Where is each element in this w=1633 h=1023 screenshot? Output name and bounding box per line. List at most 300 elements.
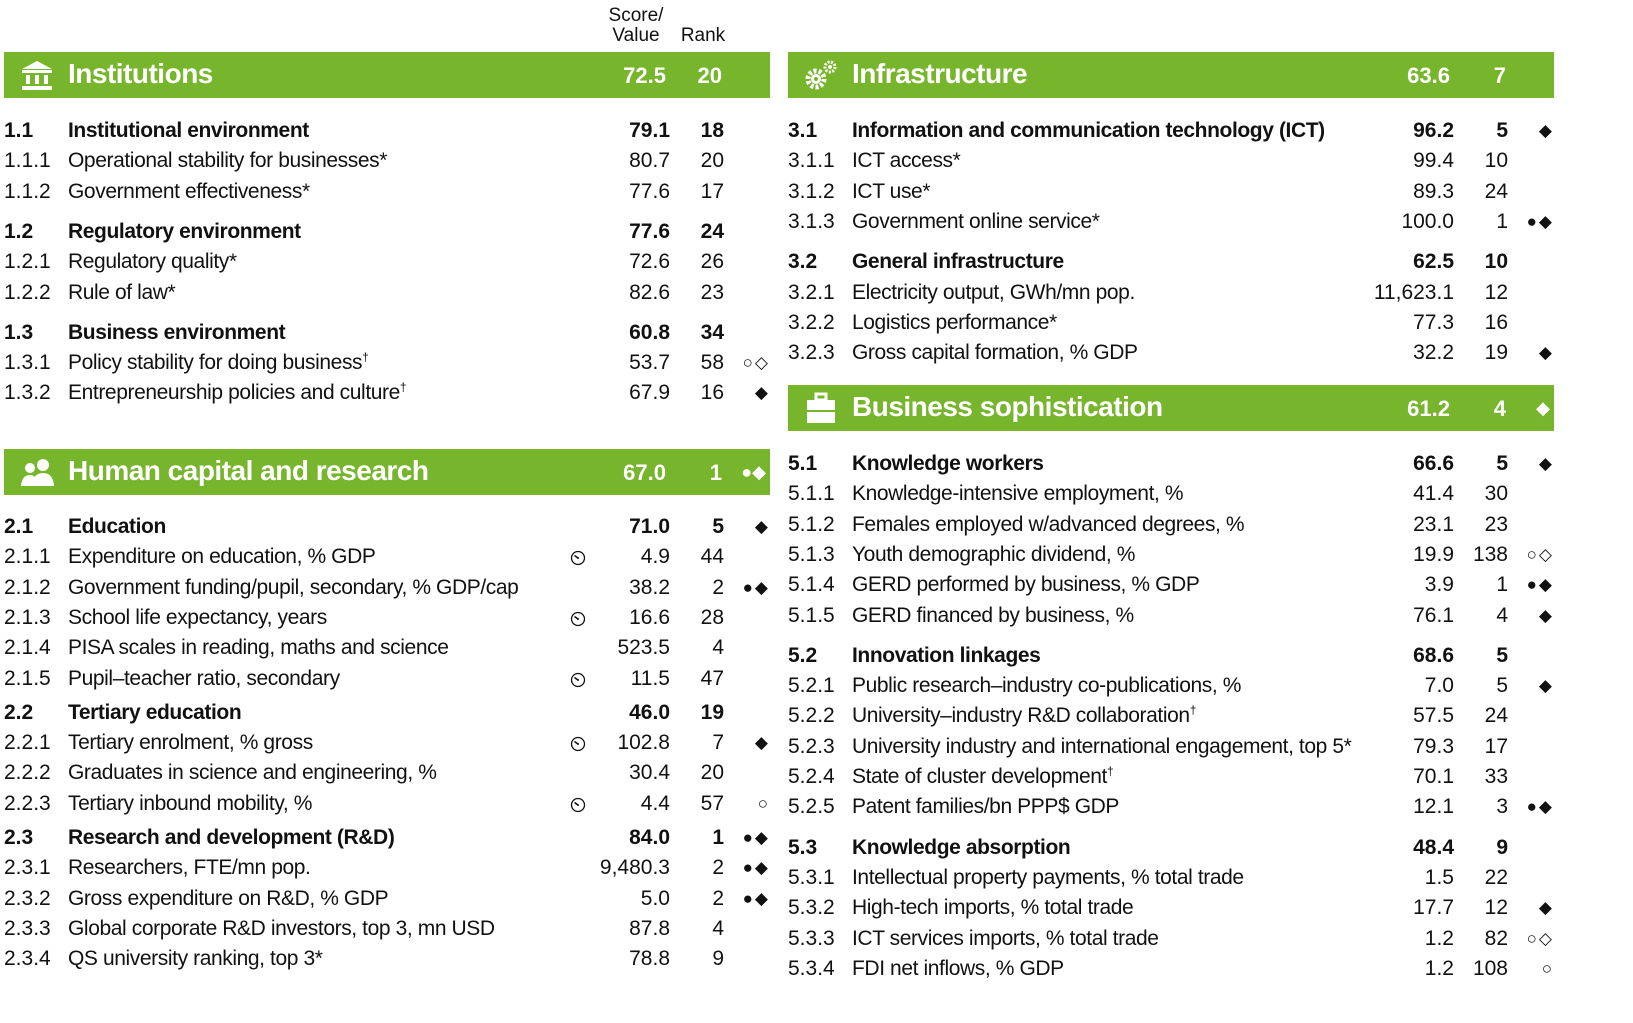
row-rank: 108	[1472, 956, 1508, 980]
row-number: 3.2.3	[788, 341, 835, 365]
row-score-value: 96.2	[1413, 119, 1454, 142]
outdated-data-clock-icon	[570, 672, 586, 688]
row-score-value: 4.4	[640, 791, 670, 815]
strength-weakness-markers: ◆	[1538, 676, 1554, 696]
sub-pillar-row	[788, 116, 1558, 146]
row-number: 1.3.2	[4, 381, 51, 405]
pillar-score: 61.2	[1407, 396, 1450, 421]
row-rank: 24	[1484, 704, 1508, 728]
row-number: 5.1.2	[788, 512, 835, 536]
row-number: 2.3.2	[4, 886, 51, 910]
pillar-rank: 20	[697, 63, 722, 88]
row-number: 3.1.2	[788, 179, 835, 203]
row-label: ICT access*	[852, 149, 961, 173]
row-score-value: 53.7	[629, 351, 670, 375]
row-label: Operational stability for businesses*	[68, 149, 388, 173]
row-score-value: 99.4	[1413, 149, 1454, 173]
row-label: Intellectual property payments, % total trade	[852, 865, 1244, 889]
row-number: 3.1	[788, 119, 818, 142]
row-score-value: 57.5	[1413, 704, 1454, 728]
row-number: 2.3.1	[4, 856, 51, 880]
strength-weakness-markers: ◆	[754, 733, 770, 753]
row-number: 2.2.2	[4, 761, 51, 785]
pillar-rank: 4	[1493, 396, 1506, 421]
row-score-value: 41.4	[1413, 482, 1454, 506]
row-label: Gross capital formation, % GDP	[852, 341, 1138, 365]
row-number: 5.3.2	[788, 896, 835, 920]
row-number: 5.2.2	[788, 704, 835, 728]
row-number: 2.1	[4, 515, 34, 538]
row-number: 2.1.3	[4, 605, 51, 629]
row-label: High-tech imports, % total trade	[852, 896, 1134, 920]
row-label: Business environment	[68, 320, 286, 344]
row-score-value: 66.6	[1413, 452, 1454, 475]
indicator-row	[788, 954, 1558, 984]
row-rank: 19	[700, 700, 724, 724]
row-number: 5.1.1	[788, 482, 835, 506]
row-label: State of cluster development†	[852, 764, 1114, 788]
row-number: 2.2.1	[4, 731, 51, 755]
row-rank: 5	[1496, 119, 1508, 142]
strength-weakness-markers: ◆	[1538, 121, 1554, 140]
row-rank: 7	[712, 731, 724, 755]
strength-weakness-markers: ◆	[1538, 898, 1554, 918]
row-number: 5.3	[788, 835, 818, 859]
indicator-row	[788, 671, 1558, 701]
row-rank: 23	[1484, 512, 1508, 536]
outdated-data-clock-icon	[570, 550, 586, 566]
row-number: 2.1.4	[4, 636, 51, 660]
sub-pillar-row	[4, 116, 774, 146]
row-rank: 12	[1484, 896, 1508, 920]
row-rank: 34	[700, 320, 724, 344]
strength-weakness-markers: ◆	[1538, 343, 1554, 363]
sub-pillar-row	[4, 823, 774, 853]
row-score-value: 77.6	[629, 219, 670, 243]
indicator-row	[788, 510, 1558, 540]
strength-weakness-markers: ●◆	[1526, 211, 1554, 231]
pillar-score: 72.5	[623, 63, 666, 88]
row-rank: 47	[700, 666, 724, 690]
indicator-row	[788, 308, 1558, 338]
row-number: 2.3.3	[4, 916, 51, 940]
row-label: ICT services imports, % total trade	[852, 926, 1159, 950]
row-score-value: 100.0	[1401, 209, 1454, 233]
row-rank: 2	[712, 575, 724, 599]
row-number: 2.3	[4, 826, 34, 849]
row-label: QS university ranking, top 3*	[68, 947, 323, 971]
row-label: Tertiary enrolment, % gross	[68, 731, 313, 755]
sub-pillar-row	[4, 318, 774, 348]
row-label: Expenditure on education, % GDP	[68, 545, 376, 569]
row-label: Gross expenditure on R&D, % GDP	[68, 886, 389, 910]
sub-pillar-row	[4, 698, 774, 728]
indicator-row	[788, 863, 1558, 893]
row-score-value: 76.1	[1413, 603, 1454, 627]
row-number: 2.2.3	[4, 791, 51, 815]
row-score-value: 89.3	[1413, 179, 1454, 203]
row-score-value: 4.9	[640, 545, 670, 569]
indicator-row	[4, 664, 774, 694]
strength-weakness-markers: ○◇	[742, 353, 770, 373]
outdated-data-clock-icon	[570, 736, 586, 752]
row-rank: 9	[712, 947, 724, 971]
indicator-row	[788, 338, 1558, 368]
row-rank: 17	[1484, 734, 1508, 758]
strength-weakness-markers: ●◆	[742, 828, 770, 847]
row-score-value: 60.8	[629, 320, 670, 344]
row-label: Electricity output, GWh/mn pop.	[852, 280, 1135, 304]
row-label: Regulatory environment	[68, 219, 301, 243]
row-label: Education	[68, 515, 166, 538]
score-header-line2: Value	[612, 25, 660, 46]
row-number: 5.3.3	[788, 926, 835, 950]
row-number: 2.1.5	[4, 666, 51, 690]
row-rank: 58	[700, 351, 724, 375]
row-label: GERD performed by business, % GDP	[852, 573, 1200, 597]
row-rank: 16	[700, 381, 724, 405]
indicator-row	[4, 853, 774, 883]
row-rank: 12	[1484, 280, 1508, 304]
sub-pillar-row	[788, 247, 1558, 277]
strength-weakness-markers: ●◆	[742, 577, 770, 597]
indicator-row	[788, 762, 1558, 792]
row-number: 2.1.1	[4, 545, 51, 569]
row-rank: 2	[712, 856, 724, 880]
pillar-title: Business sophistication	[852, 391, 1163, 422]
row-score-value: 87.8	[629, 916, 670, 940]
row-score-value: 67.9	[629, 381, 670, 405]
row-label: Rule of law*	[68, 280, 176, 304]
strength-weakness-markers: ◆	[754, 517, 770, 536]
indicator-row	[4, 378, 774, 408]
row-label: Researchers, FTE/mn pop.	[68, 856, 311, 880]
row-label: FDI net inflows, % GDP	[852, 956, 1064, 980]
row-number: 3.2	[788, 250, 818, 274]
row-label: Pupil–teacher ratio, secondary	[68, 666, 340, 690]
row-number: 5.1.4	[788, 573, 835, 597]
row-label: Government funding/pupil, secondary, % GDP/cap	[68, 575, 519, 599]
row-score-value: 11.5	[630, 666, 670, 690]
row-number: 1.1.2	[4, 179, 51, 203]
row-label: Regulatory quality*	[68, 250, 237, 274]
row-score-value: 68.6	[1413, 643, 1454, 667]
row-label: Innovation linkages	[852, 643, 1041, 667]
strength-weakness-markers: ○	[757, 793, 770, 813]
strength-weakness-markers: ○	[1541, 958, 1554, 978]
strength-weakness-markers: ○◇	[1526, 928, 1554, 948]
row-score-value: 11,623.1	[1373, 280, 1454, 304]
row-score-value: 82.6	[629, 280, 670, 304]
pillar-rank: 7	[1493, 63, 1506, 88]
row-rank: 26	[700, 250, 724, 274]
row-rank: 3	[1496, 795, 1508, 819]
row-number: 5.1.5	[788, 603, 835, 627]
row-score-value: 79.3	[1413, 734, 1454, 758]
row-rank: 20	[700, 149, 724, 173]
row-label: GERD financed by business, %	[852, 603, 1134, 627]
indicator-row	[4, 247, 774, 277]
row-label: Females employed w/advanced degrees, %	[852, 512, 1245, 536]
row-number: 2.2	[4, 700, 34, 724]
row-label: Graduates in science and engineering, %	[68, 761, 437, 785]
row-number: 1.2.2	[4, 280, 51, 304]
row-score-value: 38.2	[629, 575, 670, 599]
row-score-value: 523.5	[617, 636, 670, 660]
pillar-header-infrastructure	[788, 52, 1554, 98]
pillar-header-business-sophistication	[788, 385, 1554, 431]
row-rank: 138	[1472, 542, 1508, 566]
row-score-value: 7.0	[1424, 674, 1454, 698]
strength-weakness-markers: ○◇	[1526, 544, 1554, 564]
indicator-row	[788, 540, 1558, 570]
row-rank: 24	[700, 219, 724, 243]
row-number: 5.2.3	[788, 734, 835, 758]
row-number: 5.3.1	[788, 865, 835, 889]
row-score-value: 46.0	[629, 700, 670, 724]
row-score-value: 102.8	[617, 731, 670, 755]
row-number: 1.3	[4, 320, 34, 344]
indicator-row	[4, 177, 774, 207]
row-rank: 5	[1496, 452, 1508, 475]
row-score-value: 72.6	[629, 250, 670, 274]
row-score-value: 80.7	[629, 149, 670, 173]
row-score-value: 70.1	[1413, 765, 1454, 788]
indicator-row	[4, 146, 774, 176]
row-label: PISA scales in reading, maths and science	[68, 636, 449, 660]
sub-pillar-row	[788, 449, 1558, 479]
row-rank: 23	[700, 280, 724, 304]
indicator-row	[4, 728, 774, 758]
row-rank: 22	[1484, 865, 1508, 889]
row-rank: 5	[1496, 643, 1508, 667]
row-label: Youth demographic dividend, %	[852, 542, 1135, 566]
indicator-row	[788, 924, 1558, 954]
indicator-row	[788, 177, 1558, 207]
row-score-value: 30.4	[629, 761, 670, 785]
dagger-footnote-mark: †	[362, 350, 369, 365]
pillar-title: Infrastructure	[852, 58, 1028, 89]
indicator-row	[788, 701, 1558, 731]
row-label: Tertiary inbound mobility, %	[68, 791, 313, 815]
row-label: University industry and international engagement, top 5*	[852, 734, 1352, 758]
row-number: 5.1.3	[788, 542, 835, 566]
people-icon	[20, 456, 54, 488]
row-label: Knowledge absorption	[852, 835, 1071, 859]
briefcase-icon	[804, 392, 838, 424]
row-score-value: 5.0	[640, 886, 670, 910]
sub-pillar-row	[4, 512, 774, 542]
row-number: 3.1.3	[788, 209, 835, 233]
row-rank: 5	[1496, 674, 1508, 698]
pillar-markers: ●◆	[741, 462, 766, 482]
pillar-title: Human capital and research	[68, 455, 429, 486]
dagger-footnote-mark: †	[399, 380, 407, 395]
row-label: Research and development (R&D)	[68, 826, 395, 849]
row-score-value: 1.2	[1424, 956, 1454, 980]
indicator-row	[4, 348, 774, 378]
row-score-value: 78.8	[629, 947, 670, 971]
sub-pillar-row	[788, 641, 1558, 671]
indicator-row	[4, 633, 774, 663]
row-rank: 33	[1484, 765, 1508, 788]
row-rank: 28	[700, 605, 724, 629]
row-label: Public research–industry co-publications, %	[852, 674, 1241, 698]
row-label: School life expectancy, years	[68, 605, 327, 629]
row-number: 5.2	[788, 643, 818, 667]
strength-weakness-markers: ●◆	[1526, 797, 1554, 817]
strength-weakness-markers: ◆	[754, 383, 770, 403]
row-score-value: 79.1	[629, 119, 670, 142]
pillar-header-human-capital	[4, 449, 770, 495]
dagger-footnote-mark: †	[1106, 764, 1114, 778]
indicator-row	[4, 603, 774, 633]
row-rank: 4	[712, 636, 724, 660]
row-score-value: 77.6	[629, 179, 670, 203]
row-number: 2.3.4	[4, 947, 51, 971]
sub-pillar-row	[788, 833, 1558, 863]
row-label: Knowledge-intensive employment, %	[852, 482, 1184, 506]
indicator-row	[4, 573, 774, 603]
indicator-row	[788, 479, 1558, 509]
pillar-score: 67.0	[623, 460, 666, 485]
outdated-data-clock-icon	[570, 797, 586, 813]
row-score-value: 16.6	[629, 605, 670, 629]
indicator-row	[4, 278, 774, 308]
row-label: Global corporate R&D investors, top 3, mn USD	[68, 916, 495, 940]
sub-pillar-row	[4, 217, 774, 247]
indicator-row	[788, 146, 1558, 176]
row-label: Policy stability for doing business†	[68, 350, 369, 375]
row-rank: 57	[700, 791, 724, 815]
row-score-value: 84.0	[629, 826, 670, 849]
row-rank: 16	[1484, 310, 1508, 334]
row-rank: 1	[1496, 209, 1508, 233]
gears-icon	[804, 59, 838, 91]
row-score-value: 12.1	[1413, 795, 1454, 819]
dagger-footnote-mark: †	[1189, 703, 1196, 718]
strength-weakness-markers: ●◆	[742, 888, 770, 908]
row-number: 1.1	[4, 119, 34, 142]
row-rank: 4	[712, 916, 724, 940]
row-rank: 1	[712, 826, 724, 849]
row-score-value: 1.2	[1424, 926, 1454, 950]
row-rank: 5	[712, 515, 724, 538]
indicator-row	[788, 601, 1558, 631]
row-number: 3.2.1	[788, 280, 835, 304]
indicator-row	[4, 542, 774, 572]
row-rank: 9	[1496, 835, 1508, 859]
indicator-row	[788, 792, 1558, 822]
row-rank: 19	[1484, 341, 1508, 365]
row-label: Entrepreneurship policies and culture†	[68, 380, 407, 405]
row-rank: 24	[1484, 179, 1508, 203]
row-score-value: 62.5	[1413, 250, 1454, 274]
row-rank: 10	[1484, 149, 1508, 173]
row-score-value: 17.7	[1413, 896, 1454, 920]
row-number: 1.1.1	[4, 149, 51, 173]
row-number: 1.3.1	[4, 351, 51, 375]
row-label: Logistics performance*	[852, 310, 1057, 334]
row-label: University–industry R&D collaboration†	[852, 703, 1196, 728]
indicator-row	[788, 732, 1558, 762]
indicator-row	[4, 914, 774, 944]
row-number: 2.1.2	[4, 575, 51, 599]
row-rank: 2	[712, 886, 724, 910]
row-score-value: 23.1	[1413, 512, 1454, 536]
indicator-row	[4, 884, 774, 914]
indicator-row	[788, 893, 1558, 923]
strength-weakness-markers: ◆	[1538, 454, 1554, 473]
row-label: Patent families/bn PPP$ GDP	[852, 795, 1119, 819]
pillar-score: 63.6	[1407, 63, 1450, 88]
row-score-value: 19.9	[1413, 542, 1454, 566]
row-label: ICT use*	[852, 179, 931, 203]
row-rank: 20	[700, 761, 724, 785]
row-number: 5.2.4	[788, 765, 835, 788]
pillar-title: Institutions	[68, 58, 213, 89]
pillar-markers: ◆	[1536, 398, 1550, 418]
row-label: General infrastructure	[852, 250, 1064, 274]
indicator-row	[4, 944, 774, 974]
row-score-value: 77.3	[1413, 310, 1454, 334]
row-rank: 1	[1496, 573, 1508, 597]
score-header-line1: Score/	[608, 5, 664, 26]
row-number: 5.1	[788, 452, 818, 475]
row-score-value: 32.2	[1413, 341, 1454, 365]
outdated-data-clock-icon	[570, 611, 586, 627]
institution-building-icon	[20, 59, 54, 91]
row-label: Government online service*	[852, 209, 1100, 233]
row-score-value: 71.0	[629, 515, 670, 538]
row-number: 3.2.2	[788, 310, 835, 334]
row-score-value: 3.9	[1424, 573, 1454, 597]
score-column-header	[600, 6, 672, 46]
row-rank: 44	[700, 545, 724, 569]
row-number: 1.2.1	[4, 250, 51, 274]
rank-column-header: Rank	[680, 25, 726, 46]
row-label: Institutional environment	[68, 119, 309, 142]
row-score-value: 9,480.3	[599, 856, 670, 880]
indicator-row	[788, 570, 1558, 600]
indicator-row	[788, 207, 1558, 237]
row-rank: 30	[1484, 482, 1508, 506]
row-label: Knowledge workers	[852, 452, 1044, 475]
strength-weakness-markers: ◆	[1538, 605, 1554, 625]
row-rank: 4	[1496, 603, 1508, 627]
indicator-row	[4, 758, 774, 788]
row-number: 5.3.4	[788, 956, 835, 980]
pillar-rank: 1	[709, 460, 722, 485]
row-number: 3.1.1	[788, 149, 835, 173]
row-rank: 10	[1484, 250, 1508, 274]
indicator-row	[4, 789, 774, 819]
row-label: Government effectiveness*	[68, 179, 310, 203]
row-score-value: 1.5	[1424, 865, 1454, 889]
strength-weakness-markers: ●◆	[742, 858, 770, 878]
pillar-header-institutions	[4, 52, 770, 98]
strength-weakness-markers: ●◆	[1526, 575, 1554, 595]
row-number: 5.2.1	[788, 674, 835, 698]
row-label: Tertiary education	[68, 700, 242, 724]
row-rank: 17	[700, 179, 724, 203]
row-number: 5.2.5	[788, 795, 835, 819]
row-rank: 82	[1484, 926, 1508, 950]
row-label: Information and communication technology (ICT)	[852, 119, 1325, 142]
indicator-row	[788, 278, 1558, 308]
row-score-value: 48.4	[1413, 835, 1454, 859]
row-number: 1.2	[4, 219, 34, 243]
